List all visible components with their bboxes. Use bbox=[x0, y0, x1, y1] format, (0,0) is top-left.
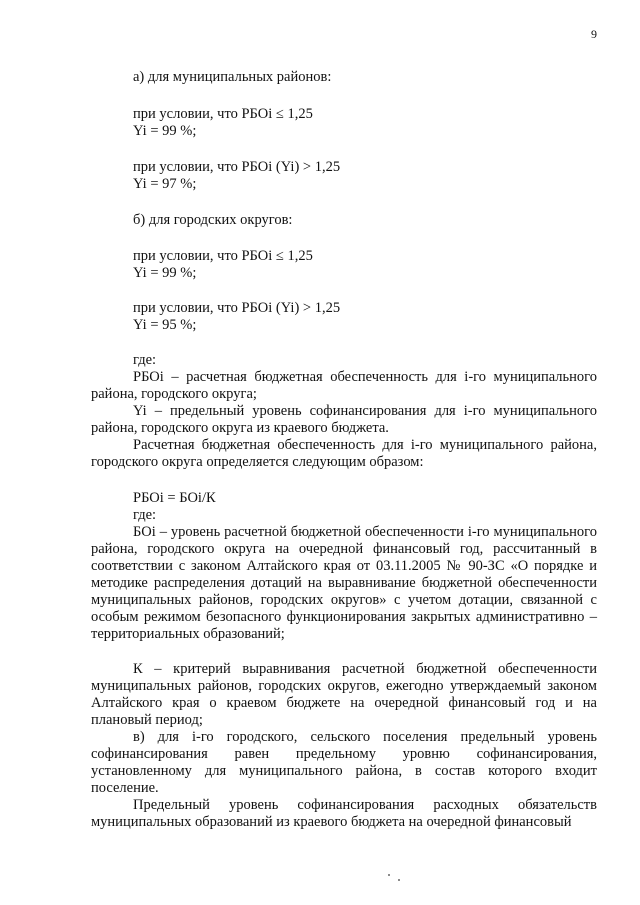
section-b-condition-2: при условии, что РБОi (Yi) > 1,25 bbox=[133, 300, 341, 316]
paragraph-rbo-calculation: Расчетная бюджетная обеспеченность для i-го муниципального района, городского округа определяется следующим образом: bbox=[91, 437, 597, 470]
scan-speck bbox=[388, 874, 390, 876]
definition-yi: Yi – предельный уровень софинансирования для i-го муниципального района, городского округа из краевого бюджета. bbox=[91, 403, 597, 436]
section-a-condition-1: при условии, что РБОi ≤ 1,25 bbox=[133, 106, 313, 122]
section-b-heading: б) для городских округов: bbox=[133, 212, 293, 228]
section-a-heading: а) для муниципальных районов: bbox=[133, 69, 332, 85]
where-label-1: где: bbox=[133, 352, 157, 368]
paragraph-last: Предельный уровень софинансирования расходных обязательств муниципальных образований из краевого бюджета на очередной финансовый bbox=[91, 797, 597, 830]
paragraph-v: в) для i-го городского, сельского поселения предельный уровень софинансирования равен предельному уровню софинансирования, установленному для муниципального района, в состав которого входит поселение. bbox=[91, 729, 597, 796]
definition-rbo: РБОi – расчетная бюджетная обеспеченность для i-го муниципального района, городского округа; bbox=[91, 369, 597, 402]
section-a-condition-2: при условии, что РБОi (Yi) > 1,25 bbox=[133, 159, 341, 175]
formula-rbo: РБОi = БОi/К bbox=[133, 490, 216, 506]
definition-boi: БОi – уровень расчетной бюджетной обеспеченности i-го муниципального района, городского округа на очередной финансовый год, рассчитанный в соответствии с законом Алтайского края от 03.11.2005 № 90-ЗС «О порядке и методике распределения дотаций на выравнивание бюджетной обеспеченности муниципальных районов, городских округов» с учетом дотации, связанной с особым режимом безопасного функционирования закрытых административно – территориальных образований; bbox=[91, 524, 597, 642]
page-number: 9 bbox=[591, 27, 597, 41]
section-a-value-1: Yi = 99 %; bbox=[133, 123, 197, 139]
section-b-condition-1: при условии, что РБОi ≤ 1,25 bbox=[133, 248, 313, 264]
definition-k: К – критерий выравнивания расчетной бюджетной обеспеченности муниципальных районов, городских округов, ежегодно утверждаемый законом Алтайского края о краевом бюджете на очередной финансовый год и на плановый период; bbox=[91, 661, 597, 728]
section-a-value-2: Yi = 97 %; bbox=[133, 176, 197, 192]
scan-speck bbox=[398, 879, 400, 881]
section-b-value-1: Yi = 99 %; bbox=[133, 265, 197, 281]
where-label-2: где: bbox=[133, 507, 157, 523]
section-b-value-2: Yi = 95 %; bbox=[133, 317, 197, 333]
